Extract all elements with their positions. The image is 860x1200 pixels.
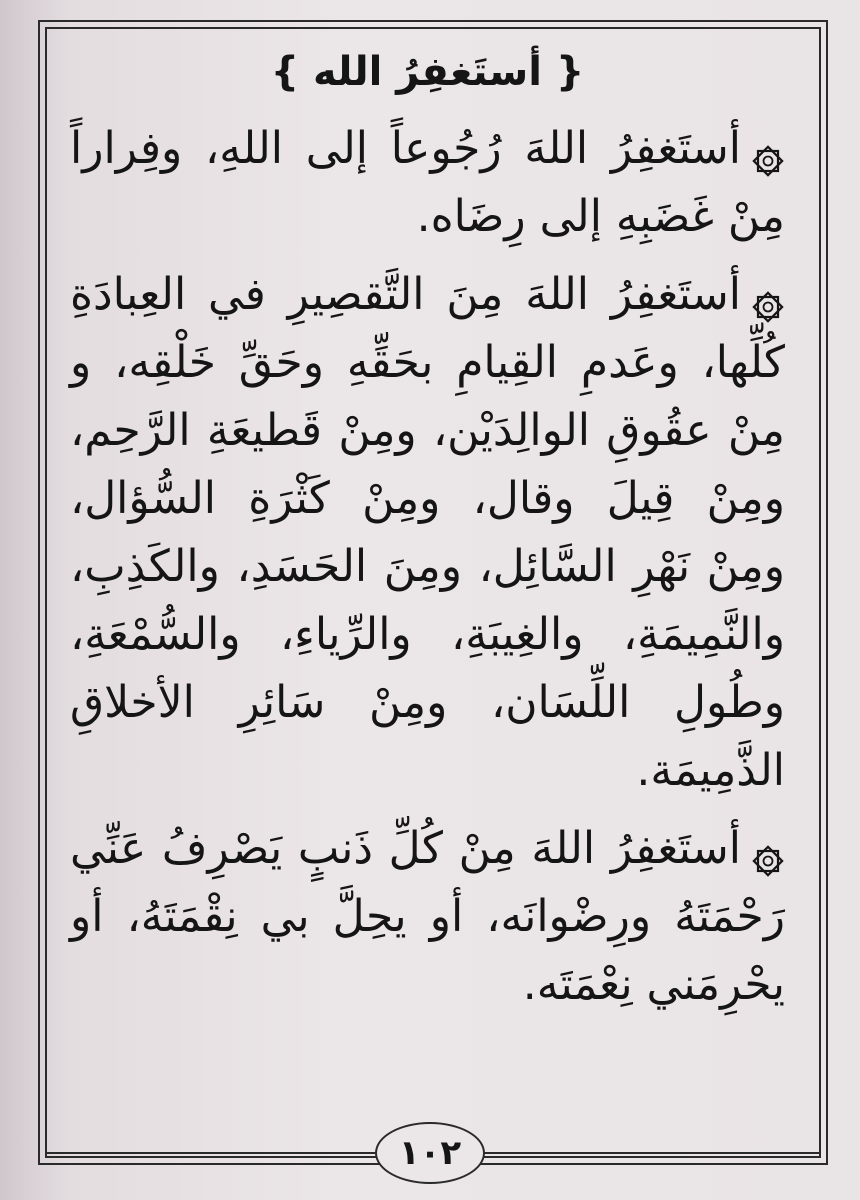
paragraph-1-text: أستَغفِرُ اللهَ رُجُوعاً إلى اللهِ، وفِراراً مِنْ غَضَبِهِ إلى رِضَاه. <box>70 123 785 242</box>
paragraph-3-text: أستَغفِرُ اللهَ مِنْ كُلِّ ذَنبٍ يَصْرِفُ عَنِّي رَحْمَتَهُ ورِضْوانَه، أو يحِلَّ بي نِقْمَتَهُ، أو يحْرِمَني نِعْمَتَه. <box>70 823 785 1010</box>
page-content <box>70 35 785 1115</box>
star-octagram-icon <box>751 830 785 864</box>
page-number-area <box>0 1122 860 1188</box>
paragraph-2-text: أستَغفِرُ اللهَ مِنَ التَّقصِيرِ في العِبادَةِ كُلِّها، وعَدمِ القِيامِ بحَقِّهِ وحَقِّ خَلْقِه، و مِنْ عقُوقِ الوالِدَيْن، ومِنْ قَطيعَةِ الرَّحِم، ومِنْ قِيلَ وقال، ومِنْ كَثْرَةِ السُّؤال، ومِنْ نَهْرِ السَّائِل، ومِنَ الحَسَدِ، والكَذِبِ، والنَّمِيمَةِ، والغِيبَةِ، والرِّياءِ، والسُّمْعَةِ، وطُولِ اللِّسَان، ومِنْ سَائِرِ الأخلاقِ الذَّمِيمَة. <box>70 269 785 796</box>
paragraph-2 <box>70 261 785 805</box>
page-title: { أستَغفِرُ الله } <box>270 49 585 95</box>
page-number: ١٠٢ <box>375 1122 485 1184</box>
paragraph-1 <box>70 115 785 251</box>
divider-right <box>483 1152 821 1154</box>
star-octagram-icon <box>751 276 785 310</box>
paragraph-3 <box>70 815 785 1019</box>
divider-left <box>45 1152 377 1154</box>
star-octagram-icon <box>751 130 785 164</box>
